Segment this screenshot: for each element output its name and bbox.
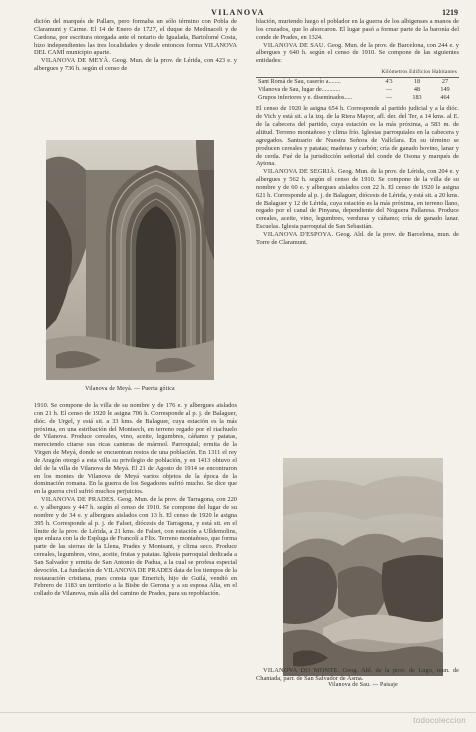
table-cell-km: 4'3 <box>385 78 393 86</box>
paragraph-text: Geog. Mun. de la prov. de Lérida, con 204 e. y albergues y 562 h. según el censo de 1910. Se compone de la villa de su nombre y de 60 e. y albergues aislados con 22 h. El censo de 1920 le asigna 621 h. Corresponde al p. j. de Balaguer, diócesis de Lérida, y está sit. a 20 kms. de Balaguer y 12 de Lérida, cuya estación es la más próxima, en terreno llano, regado por el canal de Pinyana, dependiente del Noguera Pallaresa. Produce cereales, aceite, vino, legumbres, verduras y cáñamo; cría de ganado lanar. Escuelas. Iglesia parroquial de San Sebastián. <box>256 168 459 231</box>
entry-paragraph <box>256 42 459 66</box>
entry-paragraph <box>34 496 237 598</box>
paragraph-text: Geog. Ald. de la prov. de Lugo, mun. de Chantada, parr. de San Salvador de Asma. <box>256 667 459 682</box>
paragraph-text: El censo de 1920 le asigna 654 h. Corresponde al partido judicial y a la dióc. de Vich y está sit. a la izq. de la Riera Mayor, afl. der. del Ter, a 14 kms. al E. de la cabecera del partido, cuya estación es la más próxima, a 583 m. de altitud. Terreno montañoso y clima frío. Iglesias parroquiales en la cabecera y agregados. Santuario de Nuestra Señora de Vallclara. En su término se producen cereales y patatas; maderas y carbón; cría de ganado bovino, lanar y de cerda. Fué de la jurisdicción señorial del conde de Osona y marqués de Aytona. <box>256 105 459 168</box>
paragraph-text: Geog. Mun. de la prov. de Tarragona, con 220 e. y albergues y 447 h. según el censo de 1910. Se compone del lugar de su nombre y de 34 e. y albergues aislados con 13 h. El censo de 1920 le asigna 395 h. Corresponde al p. j. de Falset, diócesis de Tarragona, y está sit. en el límite de la prov. de Lérida, a 21 kms. de Falset, con estación a Ulldemolins, que enlaza con la de Espluga de Francolí a Flix. Terreno montañoso, que forma parte de las sierras de la Llena, Prades y Montsant, y clima seco. Produce cereales, legumbres, vino, aceite, frutas y patatas. Iglesia parroquial dedicada a San Salvador y ermita de San Antonio de Padua, a la cual se profesa especial devoción. La fundación de VILANOVA DE PRADES data de los tiempos de la restauración cristiana, pues consta que Emerich, hijo de Guilá, vendió en Febrero de 1183 un territorio a la Bisbe de Gerona y a su esposa Alia, en el collado de Vilanova, más allá del camino de Prades, para su repoblación. <box>34 496 237 598</box>
left-column-top <box>34 18 237 73</box>
paragraph-text: dición del marqués de Pallars, pero formaba un sólo término con Pobla de Claramunt y Carme. El 14 de Enero de 1727, el duque de Medinaceli y de Cardona, por escritura otorgada ante el notario de Igualada, Bartolomé Costa, hizo independientes las tres localidades y desde entonces forma VILANOVA DEL CAMÍ municipio aparte. <box>34 18 237 57</box>
entry-term: VILANOVA DO MONTE. <box>263 667 340 674</box>
right-column-bottom <box>256 667 459 683</box>
landscape-photo <box>283 458 443 676</box>
table-row <box>256 86 459 94</box>
entry-term: VILANOVA D'ESPOYA. <box>263 230 334 238</box>
table-row <box>256 94 459 102</box>
page-header-title: VILANOVA <box>211 8 265 17</box>
entry-paragraph <box>256 231 459 247</box>
entry-paragraph <box>256 667 459 683</box>
right-column-top <box>256 18 459 247</box>
table-cell-edificios: 183 <box>412 93 422 101</box>
paragraph-text: blación, muriendo luego el poblador en la guerra de los albigenses a manos de los cruzados, que lo ahorcaron. El lugar pasó a formar parte de la baronía del conde de Prades, en 1324. <box>256 18 459 41</box>
table-cell-edificios: 48 <box>413 85 421 93</box>
entry-paragraph <box>34 57 237 73</box>
photo-caption: Vilanova de Meyà. — Puerta gótica <box>85 386 175 392</box>
entry-term: VILANOVA DE SAU. <box>263 41 326 49</box>
paragraph-text: 1910. Se compone de la villa de su nombre y de 176 e. y albergues aislados con 21 h. El censo de 1920 le asigna 706 h. Corresponde al p. j. de Balaguer, dióc. de Urgel, y está sit. a 33 kms. de Balaguer, cuya estación es la más próxima, en una estribación del Montsech, en terreno regado por el riachuelo de Vilanova. Produce cereales, vino, aceite, legumbres, cáñamo y patatas, mereciendo citarse sus ricas canteras de mármol. Parroquial; ermita de la Virgen de Meyá, donde se encuentran restos de una población. En 1311 el rey de Aragón otorgó a esta villa su privilegio de población, y en 1413 obtuvo el del de la villa de Vilanova de Meyá. El 21 de Agosto de 1914 se encontraron en los montes de Vilanova de Meyá varios objetos de la época de la dominación romana. En la guerra de los Segadores sufrió mucho. Se dice que en la guerra civil sufrió muchos perjuicios. <box>34 402 237 496</box>
gothic-doorway-photo <box>46 140 214 380</box>
table-cell-name: Sant Romà de Sau, caserío a........ <box>258 78 341 86</box>
left-column-bottom <box>34 402 237 598</box>
paragraph-text: Geog. Ald. de la prov. de Barcelona, mun. de Torre de Claramunt. <box>256 230 459 246</box>
table-cell-name: Grupos inferiores y e. diseminados..... <box>258 93 353 101</box>
paragraph-text: Geog. Mun. de la prov. de Lérida, con 423 e. y albergues y 736 h. según el censo de <box>34 57 237 73</box>
entry-term: VILANOVA DE PRADES. <box>41 496 116 504</box>
table-row <box>256 78 459 86</box>
population-table <box>256 68 459 101</box>
footer-divider <box>0 712 476 713</box>
entry-term: VILANOVA DE SEGRIÀ. <box>263 168 337 176</box>
table-cell-km: — <box>385 93 393 101</box>
entry-paragraph <box>256 168 459 231</box>
page-number: 1219 <box>442 8 458 17</box>
paragraph <box>34 402 237 496</box>
table-cell-km: — <box>385 85 393 93</box>
table-cell-habitantes: 464 <box>440 93 450 101</box>
table-cell-name: Vilanova de Sau, lugar de............ <box>258 85 341 93</box>
paragraph <box>256 18 459 42</box>
paragraph <box>34 18 237 57</box>
landscape-illustration <box>283 458 443 676</box>
table-cell-habitantes: 149 <box>440 85 450 93</box>
table-header: Kilómetros Edificios Habitantes <box>256 68 459 78</box>
photo-caption: Vilanova de Sau. — Paisaje <box>328 682 398 688</box>
table-cell-edificios: 18 <box>413 78 421 86</box>
entry-term: VILANOVA DE MEYÀ. <box>41 57 111 65</box>
table-cell-habitantes: 27 <box>441 78 449 86</box>
paragraph <box>256 105 459 168</box>
table <box>256 78 459 101</box>
gothic-doorway-illustration <box>46 140 214 380</box>
watermark: todocoleccion <box>413 716 466 725</box>
paragraph-text: Geog. Mun. de la prov. de Barcelona, con 244 e. y albergues y 640 h. según el censo de 1910. Se compone de las siguientes entidades: <box>256 41 459 65</box>
